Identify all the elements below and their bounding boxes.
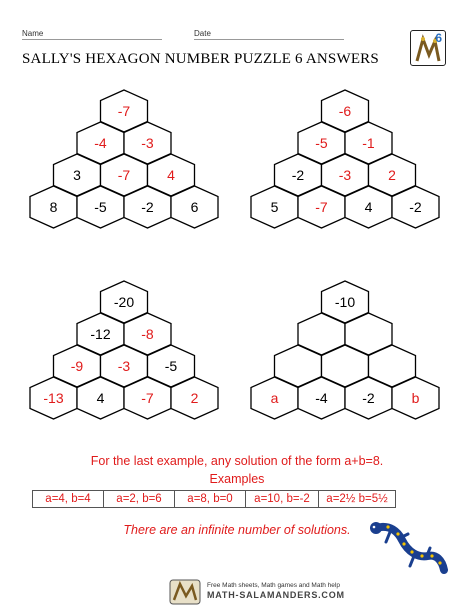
date-label: Date bbox=[194, 29, 211, 38]
hexagon-answer-value: -13 bbox=[43, 390, 64, 406]
examples-table bbox=[32, 490, 396, 508]
hexagon-given-value: 4 bbox=[96, 390, 105, 406]
hexagon-answer-value: -3 bbox=[338, 167, 352, 183]
hexagon-answer-value: -7 bbox=[117, 167, 131, 183]
hexagon-puzzle bbox=[30, 90, 218, 228]
hexagon-given-value: 4 bbox=[364, 199, 373, 215]
name-label: Name bbox=[22, 29, 44, 38]
hexagon-puzzle bbox=[251, 281, 439, 419]
footer-site-name: MATH-SALAMANDERS.COM bbox=[207, 590, 345, 600]
hexagon-answer-value: -1 bbox=[362, 135, 375, 151]
hexagon-answer-value: a bbox=[270, 390, 279, 406]
worksheet-number: 6 bbox=[435, 31, 442, 45]
hexagon-given-value: -2 bbox=[141, 199, 154, 215]
hexagon-puzzle bbox=[251, 90, 439, 228]
examples-heading: Examples bbox=[209, 472, 265, 486]
hexagon-given-value: 8 bbox=[49, 199, 58, 215]
examples-row bbox=[33, 491, 396, 508]
hexagon-given-value: 5 bbox=[270, 199, 279, 215]
example-cell: a=2½ b=5½ bbox=[319, 491, 396, 508]
page-title: SALLY'S HEXAGON NUMBER PUZZLE 6 ANSWERS bbox=[22, 51, 379, 67]
hexagon-answer-value: -6 bbox=[338, 103, 352, 119]
footer-logo bbox=[168, 576, 204, 606]
hexagon-given-value: -12 bbox=[90, 326, 111, 342]
hexagon-answer-value: -3 bbox=[117, 358, 131, 374]
hexagon-answer-value: 2 bbox=[388, 167, 396, 183]
hexagon-answer-value: 2 bbox=[190, 390, 199, 406]
hexagon-answer-value: -7 bbox=[141, 390, 154, 406]
example-cell: a=10, b=-2 bbox=[246, 491, 319, 508]
conclusion-text: There are an infinite number of solutions. bbox=[123, 523, 351, 537]
hexagon-answer-value: -3 bbox=[141, 135, 154, 151]
hexagon-given-value: -2 bbox=[409, 199, 422, 215]
hexagon-answer-value: -5 bbox=[315, 135, 328, 151]
example-cell: a=8, b=0 bbox=[175, 491, 246, 508]
example-cell: a=2, b=6 bbox=[104, 491, 175, 508]
hexagon-answer-value: -7 bbox=[117, 103, 131, 119]
hexagon-answer-value: -4 bbox=[94, 135, 107, 151]
example-cell: a=4, b=4 bbox=[33, 491, 104, 508]
hexagon-given-value: -2 bbox=[291, 167, 305, 183]
hexagon-given-value: -4 bbox=[315, 390, 328, 406]
hexagon-given-value: -20 bbox=[113, 294, 135, 310]
salamander-illustration bbox=[370, 518, 450, 580]
hexagon-answer-value: -8 bbox=[141, 326, 154, 342]
hexagon-given-value: -10 bbox=[334, 294, 356, 310]
hexagon-given-value: 6 bbox=[190, 199, 199, 215]
solution-note: For the last example, any solution of the form a+b=8. bbox=[90, 454, 384, 468]
hexagon-answer-value: -9 bbox=[70, 358, 84, 374]
footer-tagline: Free Math sheets, Math games and Math help bbox=[207, 582, 340, 589]
hexagon-given-value: -2 bbox=[362, 390, 375, 406]
hexagon-given-value: -5 bbox=[164, 358, 178, 374]
hexagon-answer-value: 4 bbox=[167, 167, 175, 183]
hexagon-given-value: 3 bbox=[73, 167, 81, 183]
hexagon-given-value: -5 bbox=[94, 199, 107, 215]
hexagon-puzzle bbox=[30, 281, 218, 419]
hexagon-answer-value: -7 bbox=[315, 199, 328, 215]
hexagon-answer-value: b bbox=[411, 390, 420, 406]
